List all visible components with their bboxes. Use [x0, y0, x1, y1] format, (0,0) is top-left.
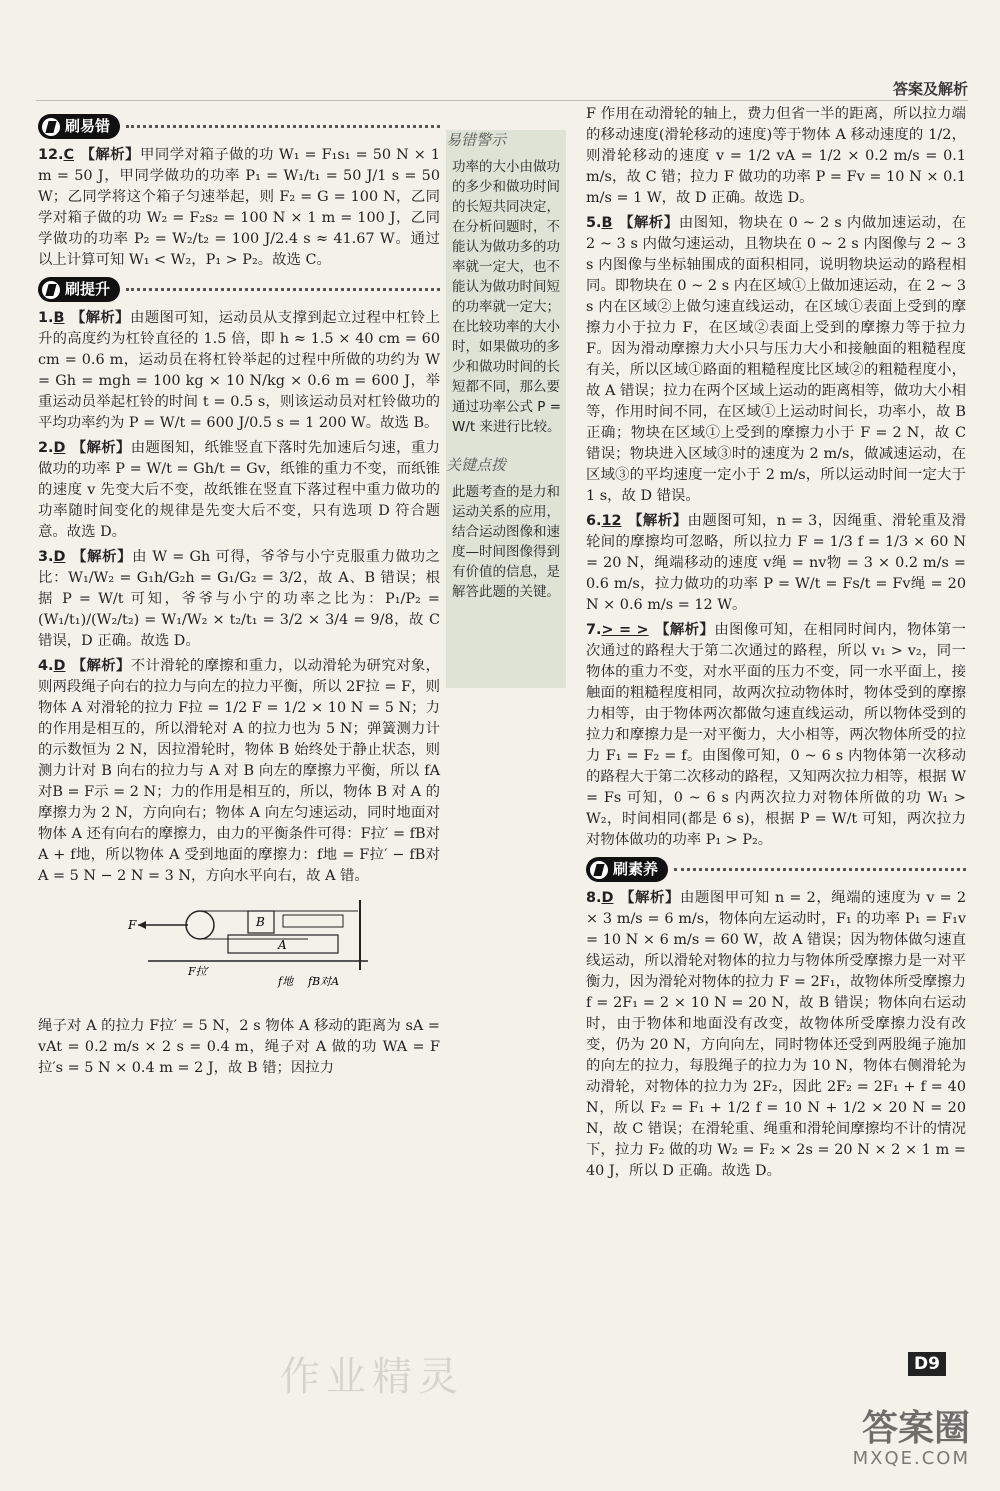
right-column: [586, 104, 966, 1186]
page-number: D9: [908, 1352, 946, 1376]
note-sidebar: [446, 130, 566, 688]
left-column: [38, 108, 440, 1083]
section-yicuo: 刷易错: [38, 114, 440, 139]
answer-5: 5.B 【解析】由图知，物块在 0 ~ 2 s 内做加速运动，在 2 ~ 3 s 内做匀速运动，且物块在 0 ~ 2 s 内图像与 2 ~ 3 s 内图像与坐标轴围成的面积相同，说明物块运动的路程相同。即物块在 0 ~ 2 s 内在区域①上做加速运动，在 2 ~ 3 s 内在区域②上做匀速直线运动，在区域①表面上受到的摩擦力小于拉力 F，在区域②表面上受到的摩擦力等于拉力 F。因为滑动摩擦力大小只与压力大小和接触面的粗糙程度有关，所以区域①路面的粗糙程度比区域②的粗糙程度小，故 A 错误；拉力在两个区域上运动的距离相等，做功大小相等，作用时间不同，在区域①上运动时间长，功率小，故 B 正确；物块在区域①上受到的摩擦力小于 F = 2 N，故 C 错误；物块进入区域③时的速度为 2 m/s，做减速运动，在区域③的平均速度一定小于 2 m/s，所以运动时间一定大于 1 s，故 D 错误。: [586, 215, 966, 504]
arrow-head: [138, 921, 146, 929]
note-title-yicuo: 易错警示: [446, 131, 507, 149]
section-divider: [126, 125, 440, 128]
section-tisheng: 刷提升: [38, 277, 440, 302]
brush-icon: [590, 861, 608, 879]
spring-scale: [283, 915, 343, 927]
label-F: F: [128, 918, 137, 932]
section-divider: [126, 288, 440, 291]
pulley-diagram: [128, 895, 378, 1005]
pulley-wheel: [186, 911, 214, 939]
note-yicuo: 功率的大小由做功的多少和做功时间的长短共同决定，在分析问题时，不能认为做功多的功率就一定大，也不能认为做功时间短的功率就一定大；在比较功率的大小时，如果做功的多少和做功时间的长短都不同，那么要通过功率公式 P = W/t 来进行比较。: [452, 159, 562, 435]
label-Fla: F拉′: [188, 965, 210, 978]
answer-12: 12.C 【解析】甲同学对箱子做的功 W₁ = F₁s₁ = 50 N × 1 m = 50 J，甲同学做功的功率 P₁ = W₁/t₁ = 50 J/1 s = 50 W；乙同学将这个箱子匀速举起，则 F₂ = G = 100 N，乙同学对箱子做的功 W₂ = F₂s₂ = 100 N × 1 m = 100 J，乙同学做功的功率 P₂ = W₂/t₂ = 100 J/2.4 s ≈ 41.67 W。通过以上计算可知 W₁ < W₂，P₁ > P₂。故选 C。: [38, 147, 440, 268]
label-A: A: [278, 938, 287, 952]
label-fBA: fB对A: [308, 975, 340, 988]
answer-1: 1.B 【解析】由题图可知，运动员从支撑到起立过程中杠铃上升的高度约为杠铃直径的 1.5 倍，即 h ≈ 1.5 × 40 cm = 60 cm = 0.6 m，运动员在将杠铃举起的过程中所做的功约为 W = Gh = mgh = 100 kg × 10 N/kg × 0.6 m = 600 J，举重运动员举起杠铃的时间 t = 0.5 s，则该运动员对杠铃做功的平均功率约为 P = W/t = 600 J/0.5 s = 1 200 W。故选 B。: [38, 310, 440, 431]
answer-4-end: F 作用在动滑轮的轴上，费力但省一半的距离，所以拉力端的移动速度(滑轮移动的速度)等于物体 A 移动速度的 1/2，则滑轮移动的速度 v = 1/2 vA = 1/2 × 0.2 m/s = 0.1 m/s，故 C 错；拉力 F 做功的功率 P = Fv = 10 N × 0.1 m/s = 1 W，故 D 正确。故选 D。: [586, 106, 966, 206]
answer-7: 7.> = > 【解析】由图像可知，在相同时间内，物体第一次通过的路程大于第二次通过的路程，所以 v₁ > v₂，同一物体的重力不变，对水平面的压力不变，同一水平面上，接触面的粗糙程度相同，故两次拉动物体时，物体受到的摩擦力相等，由于物体两次都做匀速直线运动，所以物体受到的拉力和摩擦力是一对平衡力，大小相等，两次物体所受的拉力 F₁ = F₂ = f。由图像可知，0 ~ 6 s 内物体第一次移动的路程大于第二次移动的路程，又知两次拉力相等，根据 W = Fs 可知，0 ~ 6 s 内两次拉力对物体所做的功 W₁ > W₂，时间相同(都是 6 s)，根据 P = W/t 可知，两次拉力对物体做功的功率 P₁ > P₂。: [586, 622, 966, 848]
note-title-guanjian: 关键点拨: [446, 456, 507, 474]
note-guanjian: 此题考查的是力和运动关系的应用，结合运动图像和速度—时间图像得到有价值的信息，是解答此题的关键。: [452, 484, 560, 600]
answer-3: 3.D 【解析】由 W = Gh 可得，爷爷与小宁克服重力做功之比：W₁/W₂ = G₁h/G₂h = G₁/G₂ = 3/2，故 A、B 错误；根据 P = W/t 可知，爷爷与小宁的功率之比为：P₁/P₂ = (W₁/t₁)/(W₂/t₂) = W₁/W₂ × t₂/t₁ = 3/2 × 3/4 = 9/8，故 C 错误，D 正确。故选 D。: [38, 549, 440, 649]
brush-icon: [42, 281, 60, 299]
label-fdi: f地: [278, 975, 294, 988]
watermark-zuoye: 作业精灵: [280, 1354, 464, 1400]
label-B: B: [256, 915, 265, 929]
brush-icon: [42, 118, 60, 136]
answer-2: 2.D 【解析】由题图知，纸锥竖直下落时先加速后匀速，重力做功的功率 P = W/t = Gh/t = Gv，纸锥的重力不变，而纸锥的速度 v 先变大后不变，故纸锥在竖直下落过程中重力做功的功率随时间变化的规律是先变大后不变，只有选项 D 符合题意。故选 D。: [38, 440, 440, 540]
answer-6: 6.12 【解析】由题图可知，n = 3，因绳重、滑轮重及滑轮间的摩擦均可忽略，所以拉力 F = 1/3 f = 1/3 × 60 N = 20 N，绳端移动的速度 v绳 = nv物 = 3 × 0.2 m/s = 0.6 m/s，拉力做功的功率 P = W/t = Fs/t = Fv绳 = 20 N × 0.6 m/s = 12 W。: [586, 513, 966, 613]
section-divider: [674, 868, 966, 871]
answer-4-continued: 绳子对 A 的拉力 F拉′ = 5 N，2 s 物体 A 移动的距离为 sA = vAt = 0.2 m/s × 2 s = 0.4 m，绳子对 A 做的功 WA = F拉′s = 5 N × 0.4 m = 2 J，故 B 错；因拉力: [38, 1018, 440, 1076]
section-suyang: 刷素养: [586, 857, 966, 882]
watermark-daanquan: 答案圈: [861, 1408, 970, 1449]
answer-8: 8.D 【解析】由题图甲可知 n = 2，绳端的速度为 v = 2 × 3 m/s = 6 m/s，物体向左运动时，F₁ 的功率 P₁ = F₁v = 10 N × 6 m/s = 60 W，故 A 错误；因为物体做匀速直线运动，所以滑轮对物体的拉力与物体所受摩擦力是一对平衡力，因为滑轮对物体的拉力 F = 2F₁，故物体所受摩擦力 f = 2F₁ = 2 × 10 N = 20 N，故 B 错误；物体向右运动时，由于物体和地面没有改变，故物体所受摩擦力没有改变，仍为 20 N，方向向左，同时物体还受到两股绳子施加的向左的拉力，每股绳子的拉力为 10 N，物体右侧滑轮为动滑轮，对物体的拉力为 2F₂，因此 2F₂ = 2F₁ + f = 40 N，所以 F₂ = F₁ + 1/2 f = 10 N + 1/2 × 20 N = 20 N，故 C 错误；在滑轮重、绳重和滑轮间摩擦均不计的情况下，拉力 F₂ 做的功 W₂ = F₂ × 2s = 20 N × 2 × 1 m = 40 J，所以 D 正确。故选 D。: [586, 890, 966, 1179]
header-divider: [36, 100, 968, 101]
page-header: 答案及解析: [892, 80, 968, 98]
answer-4: 4.D 【解析】不计滑轮的摩擦和重力，以动滑轮为研究对象，则两段绳子向右的拉力与向左的拉力平衡，所以 2F拉 = F，则物体 A 对滑轮的拉力 F拉 = 1/2 F = 1/2 × 10 N = 5 N；力的作用是相互的，所以滑轮对 A 的拉力也为 5 N；弹簧测力计的示数恒为 2 N，因拉滑轮时，物体 B 始终处于静止状态，则测力计对 B 向右的拉力与 A 对 B 向左的摩擦力平衡，所以 fA对B = F示 = 2 N；力的作用是相互的，所以，物体 B 对 A 的摩擦力为 2 N，方向向右；物体 A 向左匀速运动，同时地面对物体 A 还有向右的摩擦力，由力的平衡条件可得：F拉′ = fB对A + f地，所以物体 A 受到地面的摩擦力：f地 = F拉′ − fB对A = 5 N − 2 N = 3 N，方向水平向右，故 A 错。: [38, 658, 440, 884]
watermark-url: MXQE.COM: [852, 1448, 970, 1469]
